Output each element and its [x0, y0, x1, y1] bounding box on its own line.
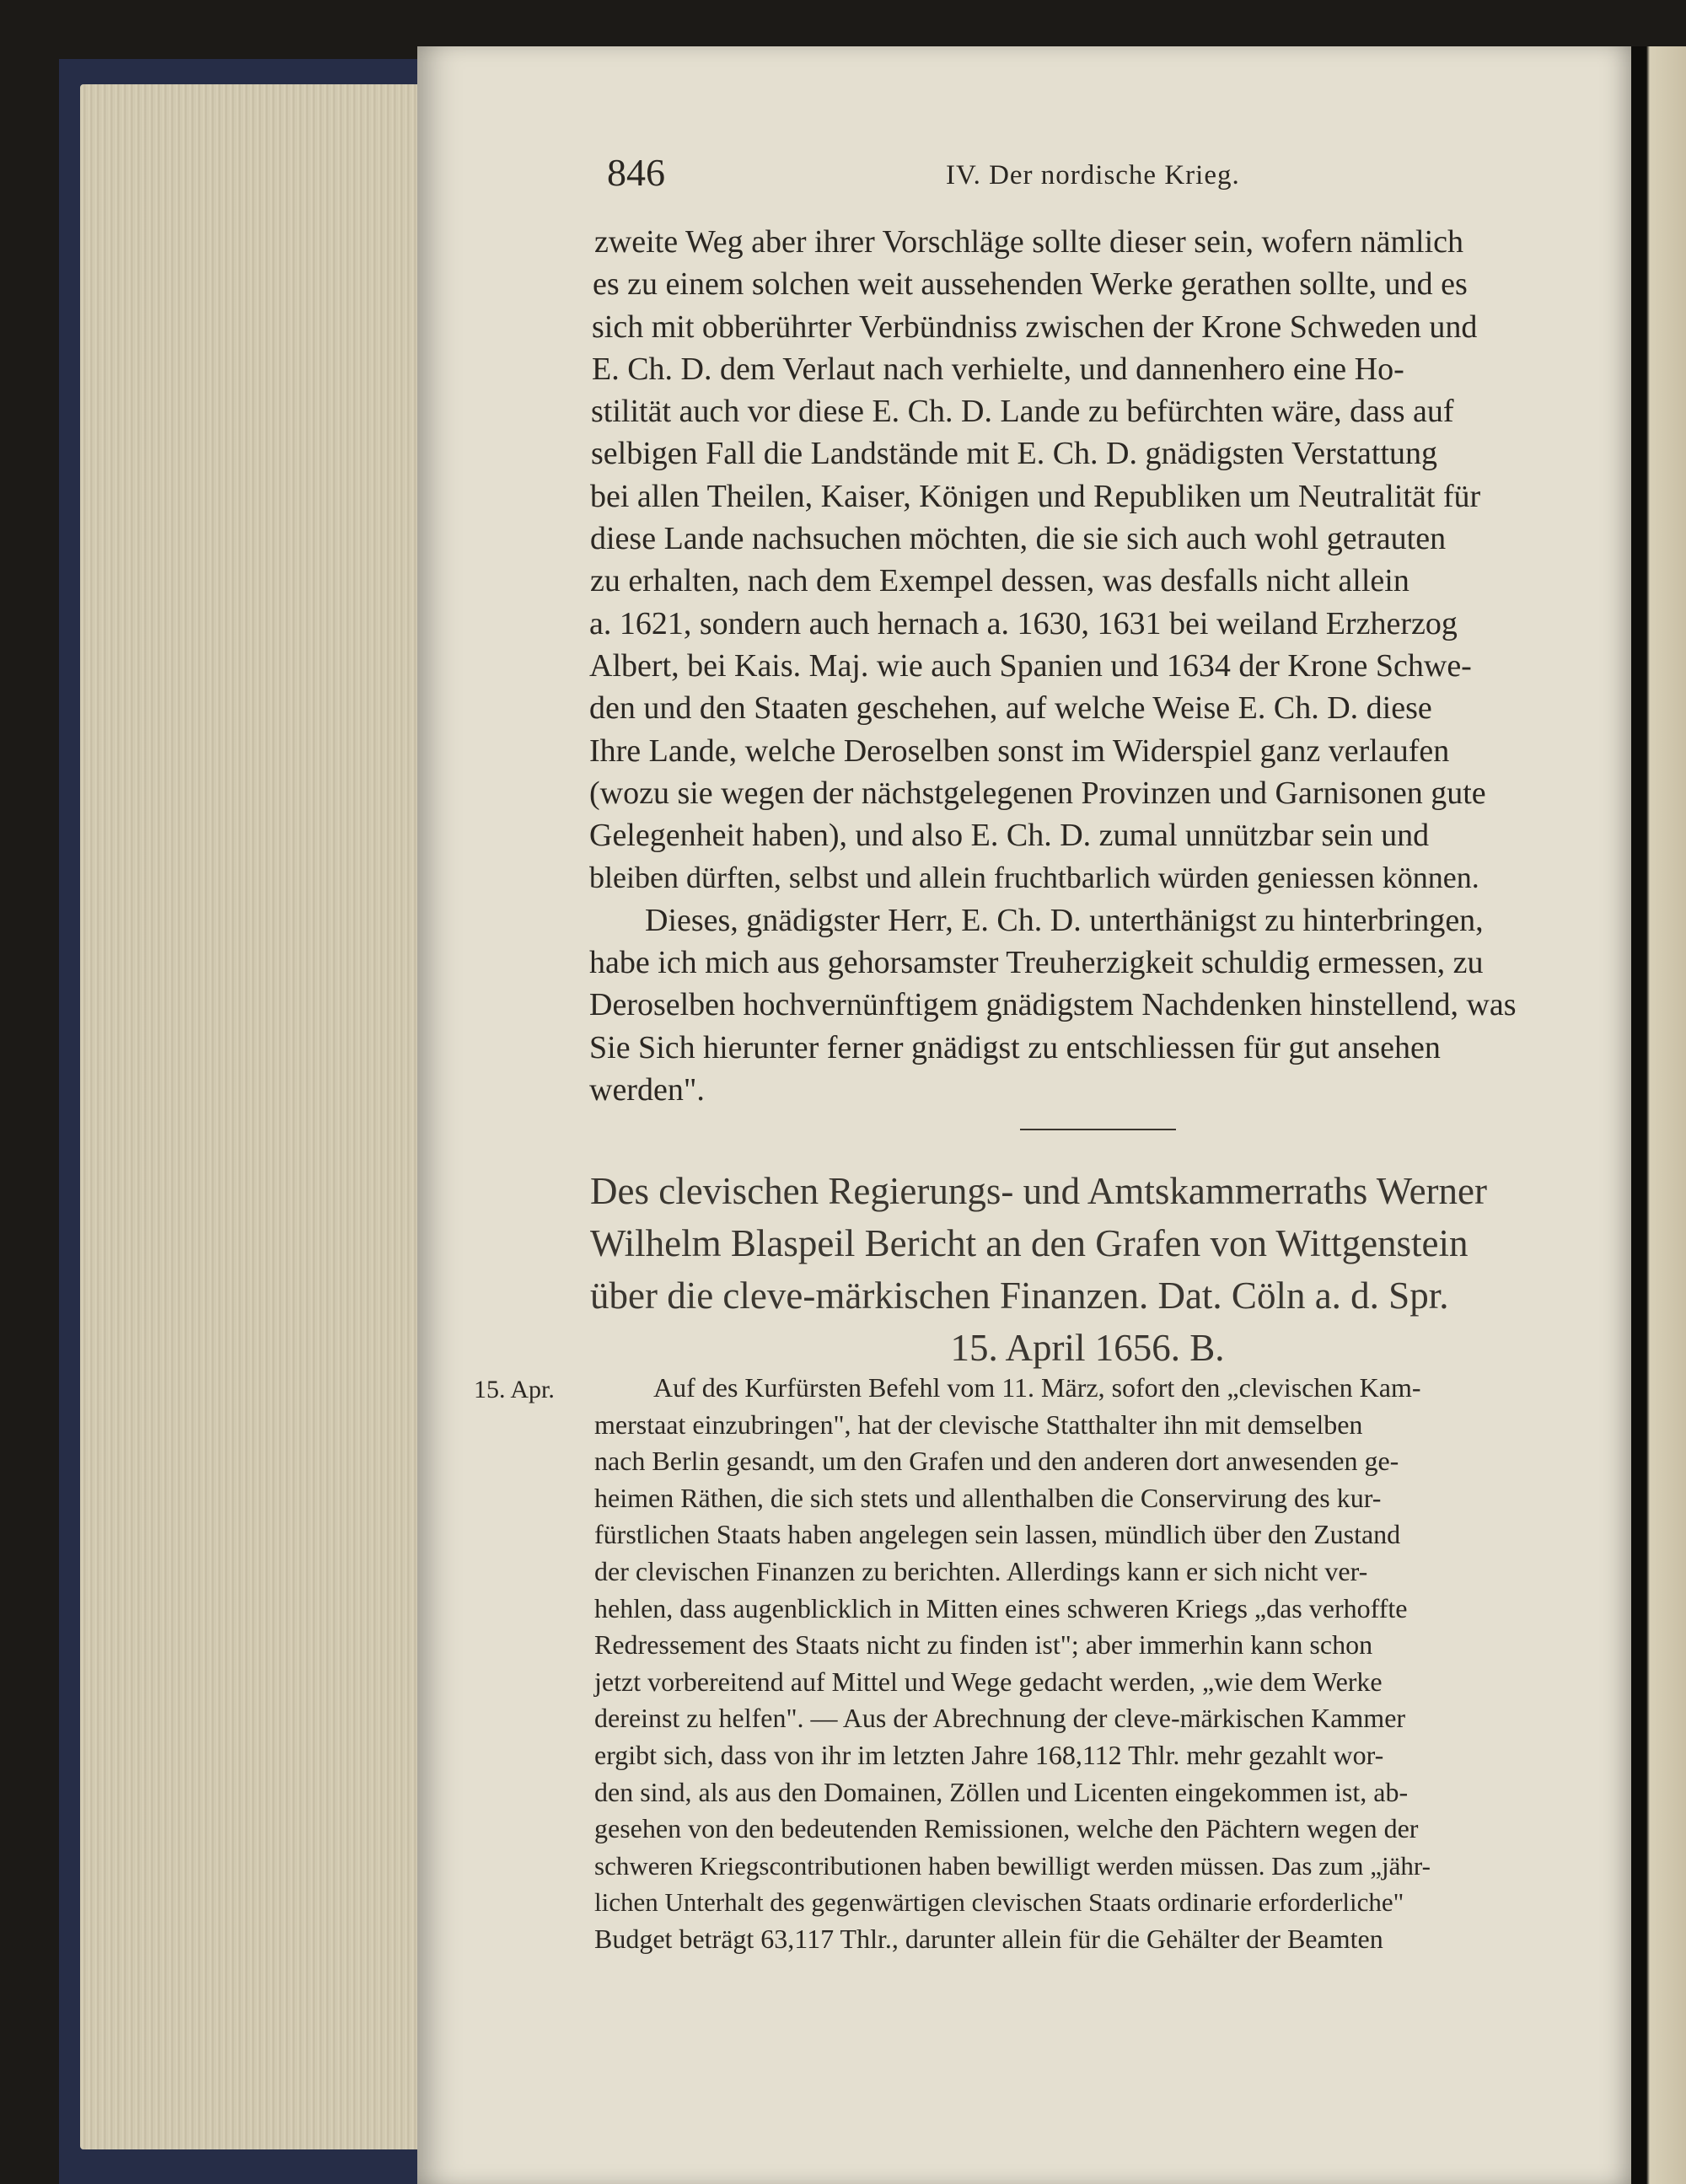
- text-line: Albert, bei Kais. Maj. wie auch Spanien und 1634 der Krone Schwe-: [589, 647, 1472, 684]
- summary-line: fürstlichen Staats haben angelegen sein lassen, mündlich über den Zustand: [594, 1519, 1401, 1550]
- heading-line: Wilhelm Blaspeil Bericht an den Grafen von Wittgenstein: [590, 1222, 1469, 1264]
- document-heading: [590, 1165, 1585, 1374]
- text-line: selbigen Fall die Landstände mit E. Ch. D. gnädigsten Verstattung: [591, 436, 1438, 472]
- text-line: a. 1621, sondern auch hernach a. 1630, 1631 bei weiland Erzherzog: [589, 605, 1458, 641]
- text-line: E. Ch. D. dem Verlaut nach verhielte, und dannenhero eine Ho-: [592, 351, 1404, 387]
- text-line: es zu einem solchen weit aussehenden Werke gerathen sollte, und es: [593, 266, 1468, 303]
- section-divider: [1020, 1129, 1176, 1130]
- summary-line: Redressement des Staats nicht zu finden ist"; aber immerhin kann schon: [594, 1629, 1373, 1661]
- heading-line: über die cleve-märkischen Finanzen. Dat. Cöln a. d. Spr.: [590, 1274, 1449, 1317]
- summary-line: hehlen, dass augenblicklich in Mitten eines schweren Kriegs „das verhoffte: [594, 1592, 1408, 1623]
- summary-line: der clevischen Finanzen zu berichten. Allerdings kann er sich nicht ver-: [594, 1555, 1368, 1586]
- summary-text: [594, 1370, 1589, 1958]
- text-line: diese Lande nachsuchen möchten, die sie sich auch wohl getrauten: [590, 521, 1447, 557]
- text-line: Ihre Lande, welche Deroselben sonst im Widerspiel ganz verlaufen: [589, 732, 1450, 769]
- text-line: werden".: [589, 1071, 705, 1108]
- summary-line: Budget beträgt 63,117 Thlr., darunter allein für die Gehälter der Beamten: [594, 1923, 1383, 1954]
- heading-line: Des clevischen Regierungs- und Amtskammerraths Werner: [590, 1170, 1488, 1212]
- heading-line: 15. April 1656. B.: [950, 1327, 1225, 1369]
- summary-line: heimen Räthen, die sich stets und allenthalben die Conservirung des kur-: [594, 1482, 1382, 1513]
- text-line: habe ich mich aus gehorsamster Treuherzigkeit schuldig ermessen, zu: [589, 945, 1484, 981]
- text-line: sich mit obberührter Verbündniss zwischen der Krone Schweden und: [592, 309, 1478, 345]
- text-line: stilität auch vor diese E. Ch. D. Lande zu befürchten wäre, dass auf: [591, 394, 1454, 430]
- page-number: 846: [607, 151, 665, 194]
- text-line: den und den Staaten geschehen, auf welche Weise E. Ch. D. diese: [589, 690, 1432, 727]
- summary-line: den sind, als aus den Domainen, Zöllen und Licenten eingekommen ist, ab-: [594, 1776, 1409, 1807]
- margin-date-note: 15. Apr.: [474, 1376, 555, 1403]
- page-edges: [80, 84, 417, 2149]
- text-line: zu erhalten, nach dem Exempel dessen, was desfalls nicht allein: [590, 563, 1409, 599]
- text-line: (wozu sie wegen der nächstgelegenen Provinzen und Garnisonen gute: [589, 775, 1486, 811]
- body-text: [589, 221, 1589, 1111]
- text-line: bleiben dürften, selbst und allein fruchtbarlich würden geniessen können.: [589, 861, 1479, 895]
- summary-line: Auf des Kurfürsten Befehl vom 11. März, sofort den „clevischen Kam-: [653, 1372, 1421, 1403]
- running-head: IV. Der nordische Krieg.: [946, 160, 1240, 190]
- text-line: zweite Weg aber ihrer Vorschläge sollte dieser sein, wofern nämlich: [594, 224, 1464, 260]
- summary-line: schweren Kriegscontributionen haben bewilligt werden müssen. Das zum „jähr-: [594, 1850, 1431, 1881]
- text-line: bei allen Theilen, Kaiser, Königen und Republiken um Neutralität für: [590, 478, 1481, 514]
- summary-line: merstaat einzubringen", hat der clevische Statthalter ihn mit demselben: [594, 1409, 1363, 1440]
- summary-line: lichen Unterhalt des gegenwärtigen clevischen Staats ordinarie erforderliche": [594, 1887, 1404, 1918]
- text-line: Deroselben hochvernünftigem gnädigstem Nachdenken hinstellend, was: [589, 987, 1517, 1023]
- summary-line: dereinst zu helfen". — Aus der Abrechnung der cleve-märkischen Kammer: [594, 1703, 1406, 1734]
- summary-line: nach Berlin gesandt, um den Grafen und den anderen dort anwesenden ge-: [594, 1446, 1399, 1477]
- text-line: Gelegenheit haben), und also E. Ch. D. zumal unnützbar sein und: [589, 818, 1430, 854]
- facing-page-edge: [1631, 46, 1686, 2184]
- summary-line: jetzt vorbereitend auf Mittel und Wege gedacht werden, „wie dem Werke: [594, 1666, 1383, 1697]
- summary-line: ergibt sich, dass von ihr im letzten Jahre 168,112 Thlr. mehr gezahlt wor-: [594, 1739, 1384, 1770]
- text-line: Sie Sich hierunter ferner gnädigst zu entschliessen für gut ansehen: [589, 1029, 1441, 1065]
- summary-line: gesehen von den bedeutenden Remissionen, welche den Pächtern wegen der: [594, 1813, 1419, 1844]
- text-line: Dieses, gnädigster Herr, E. Ch. D. unterthänigst zu hinterbringen,: [645, 902, 1484, 938]
